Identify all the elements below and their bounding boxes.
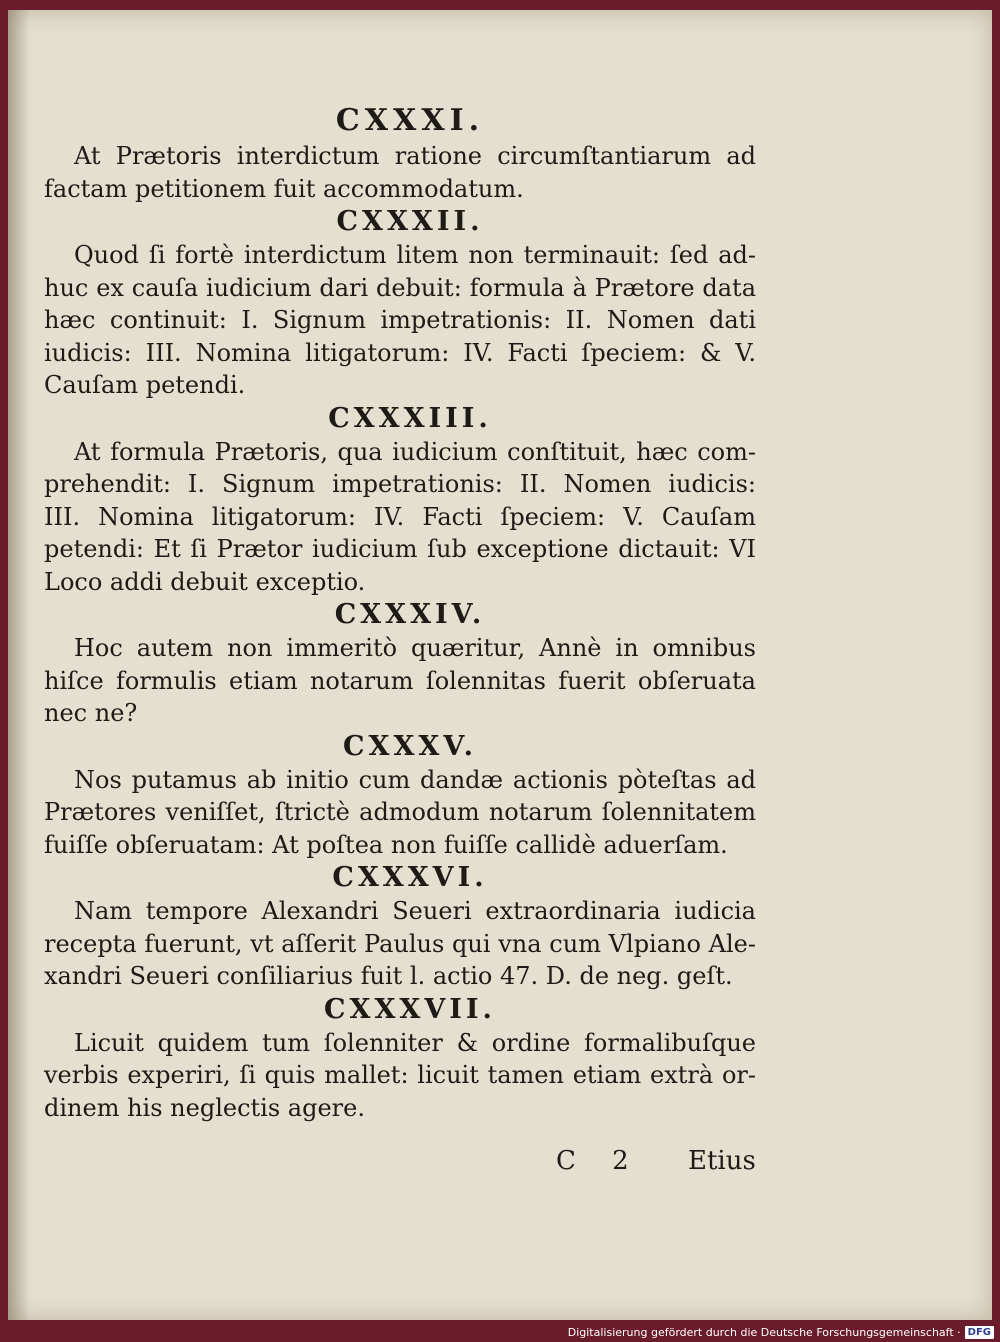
section-paragraph bbox=[44, 436, 756, 599]
page-text bbox=[44, 104, 756, 1124]
section-paragraph bbox=[44, 140, 756, 205]
section-paragraph bbox=[44, 239, 756, 402]
text-line: Quod ſi fortè interdictum litem non terminauit: ſed ad- bbox=[74, 241, 756, 269]
section-paragraph bbox=[44, 895, 756, 993]
section-heading: CXXXVI. bbox=[332, 862, 488, 893]
section-133 bbox=[44, 402, 756, 599]
text-line: verbis experiri, ſi quis mallet: licuit tamen etiam extrà or- bbox=[44, 1061, 756, 1089]
text-line: nec ne? bbox=[44, 699, 138, 727]
section-131 bbox=[44, 104, 756, 205]
page-gutter-shadow bbox=[8, 10, 30, 1320]
text-line: Nam tempore Alexandri Seueri extraordinaria iudicia bbox=[74, 897, 756, 925]
text-line: factam petitionem fuit accommodatum. bbox=[44, 174, 524, 203]
text-line: At Prætoris interdictum ratione circumſtantiarum ad bbox=[74, 142, 756, 170]
section-134 bbox=[44, 598, 756, 730]
section-paragraph bbox=[44, 1027, 756, 1125]
text-line: At formula Prætoris, qua iudicium conſtituit, hæc com- bbox=[74, 437, 756, 466]
section-135 bbox=[44, 730, 756, 862]
text-line: Nos putamus ab initio cum dandæ actionis pòteſtas ad bbox=[74, 765, 756, 794]
text-line: hiſce formulis etiam notarum ſolennitas fuerit obſeruata bbox=[44, 666, 756, 695]
text-line: fuiſſe obſeruatam: At poſtea non fuiſſe callidè aduerſam. bbox=[44, 830, 728, 859]
text-line: Licuit quidem tum ſolenniter & ordine formalibuſque bbox=[74, 1028, 756, 1057]
section-132 bbox=[44, 205, 756, 402]
text-line: recepta fuerunt, vt aſſerit Paulus qui vna cum Vlpiano Ale- bbox=[44, 929, 756, 958]
section-heading: CXXXV. bbox=[343, 730, 477, 762]
text-line: prehendit: I. Signum impetrationis: II. Nomen iudicis: bbox=[44, 470, 756, 498]
text-line: Cauſam petendi. bbox=[44, 371, 246, 399]
section-heading: CXXXI. bbox=[335, 103, 485, 138]
text-line: III. Nomina litigatorum: IV. Facti ſpeciem: V. Cauſam bbox=[44, 502, 756, 531]
section-paragraph bbox=[44, 764, 756, 862]
text-line: xandri Seueri conſiliarius fuit l. actio 47. D. de neg. geſt. bbox=[44, 962, 733, 990]
text-line: petendi: Et ſi Prætor iudicium ſub exceptione dictauit: VI bbox=[44, 535, 756, 563]
text-line: huc ex cauſa iudicium dari debuit: formula à Prætore data bbox=[44, 273, 756, 302]
section-heading: CXXXVII. bbox=[324, 993, 496, 1025]
section-paragraph bbox=[44, 632, 756, 730]
digitization-credit bbox=[568, 1324, 994, 1340]
text-line: Loco addi debuit exceptio. bbox=[44, 567, 366, 596]
credit-text: Digitalisierung gefördert durch die Deutsche Forschungsgemeinschaft · bbox=[567, 1325, 961, 1339]
signature-mark: C 2 bbox=[556, 1146, 643, 1176]
section-136 bbox=[44, 861, 756, 993]
text-line: Hoc autem non immeritò quæritur, Annè in omnibus bbox=[74, 634, 756, 662]
catchword: Etius bbox=[688, 1146, 756, 1176]
text-line: iudicis: III. Nomina litigatorum: IV. Facti ſpeciem: & V. bbox=[44, 338, 756, 367]
section-heading: CXXXIII. bbox=[328, 402, 492, 434]
dfg-logo-icon: DFG bbox=[965, 1326, 994, 1339]
section-heading: CXXXIV. bbox=[334, 599, 486, 630]
text-line: Prætores veniſſet, ſtrictè admodum notarum ſolennitatem bbox=[44, 798, 756, 826]
text-line: dinem his neglectis agere. bbox=[44, 1093, 365, 1122]
text-line: hæc continuit: I. Signum impetrationis: II. Nomen dati bbox=[44, 306, 756, 334]
section-137 bbox=[44, 993, 756, 1125]
section-heading: CXXXII. bbox=[336, 206, 484, 237]
